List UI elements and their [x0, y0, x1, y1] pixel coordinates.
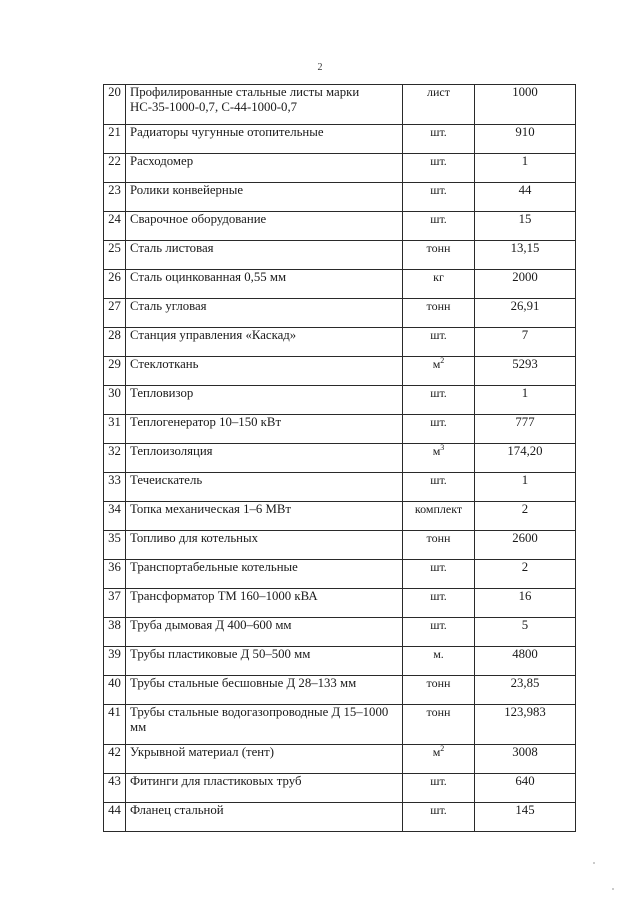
item-unit-text: тонн: [426, 705, 451, 719]
items-table-body: [104, 85, 576, 832]
table-row: [104, 531, 576, 560]
item-unit: [403, 299, 475, 328]
table-row: [104, 676, 576, 705]
item-quantity: [475, 241, 576, 270]
item-quantity-text: 1: [521, 473, 529, 487]
table-row: [104, 212, 576, 241]
item-unit-text: шт.: [430, 589, 447, 603]
row-number-text: 27: [108, 299, 121, 313]
row-number: [104, 502, 126, 531]
item-unit-text: шт.: [430, 386, 447, 400]
item-name: [126, 154, 403, 183]
item-quantity: [475, 212, 576, 241]
item-unit: [403, 415, 475, 444]
table-row: [104, 357, 576, 386]
row-number: [104, 444, 126, 473]
row-number: [104, 299, 126, 328]
row-number: [104, 705, 126, 745]
item-quantity: [475, 473, 576, 502]
item-unit-exponent: 2: [440, 744, 445, 753]
row-number: [104, 154, 126, 183]
item-name: [126, 745, 403, 774]
table-row: [104, 473, 576, 502]
row-number: [104, 589, 126, 618]
row-number-text: 41: [108, 705, 121, 719]
item-unit-text: шт.: [430, 183, 447, 197]
item-quantity: [475, 618, 576, 647]
row-number-text: 42: [108, 745, 121, 759]
table-row: [104, 618, 576, 647]
row-number: [104, 212, 126, 241]
item-unit-text: тонн: [426, 676, 451, 690]
item-name-text: Фланец стальной: [130, 803, 224, 817]
table-row: [104, 560, 576, 589]
item-unit-text: лист: [427, 85, 450, 99]
table-row: [104, 270, 576, 299]
item-name: [126, 183, 403, 212]
item-name-text: Течеискатель: [130, 473, 203, 487]
item-quantity-text: 2: [521, 502, 529, 516]
table-row: [104, 589, 576, 618]
row-number-text: 34: [108, 502, 121, 516]
item-name-text: Трубы стальные бесшовные Д 28–133 мм: [130, 676, 357, 690]
item-quantity: [475, 270, 576, 299]
item-name-text: Профилированные стальные листы марки НС-35-1000-0,7, С-44-1000-0,7: [130, 85, 360, 114]
item-name-text: Стеклоткань: [130, 357, 199, 371]
item-name: [126, 560, 403, 589]
item-name: [126, 531, 403, 560]
row-number: [104, 560, 126, 589]
item-name: [126, 328, 403, 357]
row-number: [104, 676, 126, 705]
item-unit-exponent: 2: [440, 356, 445, 365]
item-quantity-text: 1: [521, 154, 529, 168]
item-unit-text: шт.: [430, 125, 447, 139]
item-name-text: Сталь листовая: [130, 241, 214, 255]
item-unit: [403, 473, 475, 502]
item-unit: [403, 154, 475, 183]
item-name: [126, 357, 403, 386]
item-name-text: Расходомер: [130, 154, 194, 168]
item-unit: [403, 647, 475, 676]
item-quantity: [475, 125, 576, 154]
row-number: [104, 386, 126, 415]
item-quantity: [475, 85, 576, 125]
table-row: [104, 386, 576, 415]
item-name: [126, 415, 403, 444]
item-quantity-text: 2600: [512, 531, 538, 545]
row-number-text: 40: [108, 676, 121, 690]
item-name: [126, 803, 403, 832]
item-quantity-text: 145: [515, 803, 535, 817]
row-number-text: 44: [108, 803, 121, 817]
row-number-text: 33: [108, 473, 121, 487]
item-unit-text: м.: [433, 647, 444, 661]
item-unit-text: комплект: [414, 502, 463, 516]
item-name: [126, 705, 403, 745]
row-number-text: 39: [108, 647, 121, 661]
item-unit-text: м: [432, 745, 441, 759]
item-quantity-text: 640: [515, 774, 535, 788]
item-quantity-text: 910: [515, 125, 535, 139]
row-number-text: 29: [108, 357, 121, 371]
row-number-text: 38: [108, 618, 121, 632]
item-unit: [403, 183, 475, 212]
item-name-text: Топливо для котельных: [130, 531, 259, 545]
item-name-text: Трубы стальные водогазопроводные Д 15–1000 мм: [130, 705, 389, 734]
item-quantity: [475, 705, 576, 745]
item-name-text: Трубы пластиковые Д 50–500 мм: [130, 647, 311, 661]
item-quantity: [475, 774, 576, 803]
item-unit-text: тонн: [426, 299, 451, 313]
items-table: [103, 84, 576, 832]
item-quantity: [475, 386, 576, 415]
item-quantity: [475, 531, 576, 560]
item-quantity-text: 16: [518, 589, 532, 603]
row-number: [104, 357, 126, 386]
item-quantity-text: 23,85: [510, 676, 540, 690]
item-unit-text: шт.: [430, 618, 447, 632]
table-row: [104, 745, 576, 774]
item-unit-text: шт.: [430, 774, 447, 788]
item-quantity: [475, 328, 576, 357]
item-unit: [403, 212, 475, 241]
table-row: [104, 299, 576, 328]
table-row: [104, 241, 576, 270]
scan-speck: [593, 862, 595, 864]
row-number-text: 25: [108, 241, 121, 255]
row-number: [104, 774, 126, 803]
table-row: [104, 444, 576, 473]
item-name: [126, 502, 403, 531]
item-name: [126, 618, 403, 647]
item-unit-text: шт.: [430, 154, 447, 168]
item-name: [126, 85, 403, 125]
table-row: [104, 328, 576, 357]
item-unit: [403, 531, 475, 560]
item-unit: [403, 618, 475, 647]
item-unit-text: шт.: [430, 803, 447, 817]
item-unit-text: шт.: [430, 560, 447, 574]
item-unit: [403, 125, 475, 154]
item-name: [126, 125, 403, 154]
item-name: [126, 444, 403, 473]
item-quantity: [475, 560, 576, 589]
item-quantity: [475, 745, 576, 774]
item-quantity: [475, 647, 576, 676]
row-number-text: 23: [108, 183, 121, 197]
item-unit-text: кг: [433, 270, 444, 284]
row-number-text: 21: [108, 125, 121, 139]
item-unit: [403, 705, 475, 745]
item-quantity: [475, 415, 576, 444]
row-number: [104, 473, 126, 502]
table-row: [104, 705, 576, 745]
item-name-text: Труба дымовая Д 400–600 мм: [130, 618, 292, 632]
item-unit: [403, 774, 475, 803]
item-unit-text: шт.: [430, 328, 447, 342]
item-quantity-text: 3008: [512, 745, 538, 759]
item-name-text: Тепловизор: [130, 386, 194, 400]
item-unit: [403, 270, 475, 299]
row-number-text: 36: [108, 560, 121, 574]
row-number: [104, 270, 126, 299]
item-unit: [403, 85, 475, 125]
item-name: [126, 647, 403, 676]
item-quantity: [475, 444, 576, 473]
item-unit-exponent: 3: [440, 443, 445, 452]
table-row: [104, 154, 576, 183]
item-name-text: Укрывной материал (тент): [130, 745, 274, 759]
row-number: [104, 803, 126, 832]
item-unit-text: шт.: [430, 212, 447, 226]
item-quantity-text: 1000: [512, 85, 538, 99]
row-number: [104, 647, 126, 676]
table-row: [104, 647, 576, 676]
item-name-text: Транспортабельные котельные: [130, 560, 298, 574]
item-quantity-text: 15: [518, 212, 532, 226]
table-row: [104, 803, 576, 832]
item-name-text: Фитинги для пластиковых труб: [130, 774, 302, 788]
item-name: [126, 270, 403, 299]
item-name: [126, 676, 403, 705]
item-unit-text: м: [432, 357, 441, 371]
item-quantity: [475, 676, 576, 705]
item-unit: [403, 386, 475, 415]
table-row: [104, 502, 576, 531]
item-unit: [403, 241, 475, 270]
item-quantity: [475, 183, 576, 212]
item-quantity: [475, 299, 576, 328]
row-number: [104, 531, 126, 560]
row-number: [104, 241, 126, 270]
row-number: [104, 328, 126, 357]
item-quantity-text: 174,20: [507, 444, 543, 458]
item-name-text: Станция управления «Каскад»: [130, 328, 297, 342]
item-quantity-text: 2000: [512, 270, 538, 284]
item-quantity-text: 5: [521, 618, 529, 632]
item-quantity-text: 5293: [512, 357, 538, 371]
item-unit-text: м: [432, 444, 441, 458]
item-unit: [403, 560, 475, 589]
row-number: [104, 618, 126, 647]
item-quantity: [475, 154, 576, 183]
item-unit: [403, 676, 475, 705]
item-name: [126, 473, 403, 502]
item-quantity-text: 13,15: [510, 241, 540, 255]
item-name: [126, 299, 403, 328]
row-number-text: 30: [108, 386, 121, 400]
item-name-text: Сталь угловая: [130, 299, 207, 313]
row-number-text: 43: [108, 774, 121, 788]
item-quantity: [475, 502, 576, 531]
table-row: [104, 125, 576, 154]
item-quantity-text: 44: [518, 183, 532, 197]
item-name: [126, 386, 403, 415]
item-name-text: Трансформатор ТМ 160–1000 кВА: [130, 589, 318, 603]
item-name-text: Теплогенератор 10–150 кВт: [130, 415, 282, 429]
item-name-text: Сварочное оборудование: [130, 212, 267, 226]
row-number-text: 35: [108, 531, 121, 545]
row-number-text: 26: [108, 270, 121, 284]
item-name-text: Топка механическая 1–6 МВт: [130, 502, 292, 516]
table-row: [104, 183, 576, 212]
item-unit: [403, 357, 475, 386]
item-name: [126, 212, 403, 241]
row-number-text: 31: [108, 415, 121, 429]
table-row: [104, 415, 576, 444]
row-number-text: 32: [108, 444, 121, 458]
page-number: 2: [317, 62, 323, 73]
item-unit: [403, 328, 475, 357]
item-unit: [403, 803, 475, 832]
item-name: [126, 774, 403, 803]
scan-speck: [612, 888, 614, 890]
row-number-text: 24: [108, 212, 121, 226]
item-unit-text: тонн: [426, 241, 451, 255]
row-number-text: 22: [108, 154, 121, 168]
table-row: [104, 85, 576, 125]
item-name-text: Теплоизоляция: [130, 444, 213, 458]
item-quantity: [475, 803, 576, 832]
item-quantity-text: 777: [515, 415, 535, 429]
row-number: [104, 415, 126, 444]
row-number: [104, 745, 126, 774]
item-quantity-text: 7: [521, 328, 529, 342]
item-name: [126, 589, 403, 618]
item-name-text: Радиаторы чугунные отопительные: [130, 125, 324, 139]
row-number: [104, 85, 126, 125]
item-quantity-text: 4800: [512, 647, 538, 661]
item-unit: [403, 745, 475, 774]
item-unit: [403, 502, 475, 531]
item-unit-text: шт.: [430, 473, 447, 487]
row-number-text: 28: [108, 328, 121, 342]
item-name-text: Сталь оцинкованная 0,55 мм: [130, 270, 287, 284]
item-quantity-text: 2: [521, 560, 529, 574]
item-quantity-text: 123,983: [504, 705, 546, 719]
row-number-text: 37: [108, 589, 121, 603]
item-quantity-text: 26,91: [510, 299, 540, 313]
item-quantity: [475, 589, 576, 618]
item-name-text: Ролики конвейерные: [130, 183, 244, 197]
row-number: [104, 183, 126, 212]
row-number: [104, 125, 126, 154]
item-unit-text: шт.: [430, 415, 447, 429]
item-unit: [403, 444, 475, 473]
row-number-text: 20: [108, 85, 121, 99]
table-row: [104, 774, 576, 803]
item-quantity: [475, 357, 576, 386]
item-unit: [403, 589, 475, 618]
item-name: [126, 241, 403, 270]
item-unit-text: тонн: [426, 531, 451, 545]
item-quantity-text: 1: [521, 386, 529, 400]
